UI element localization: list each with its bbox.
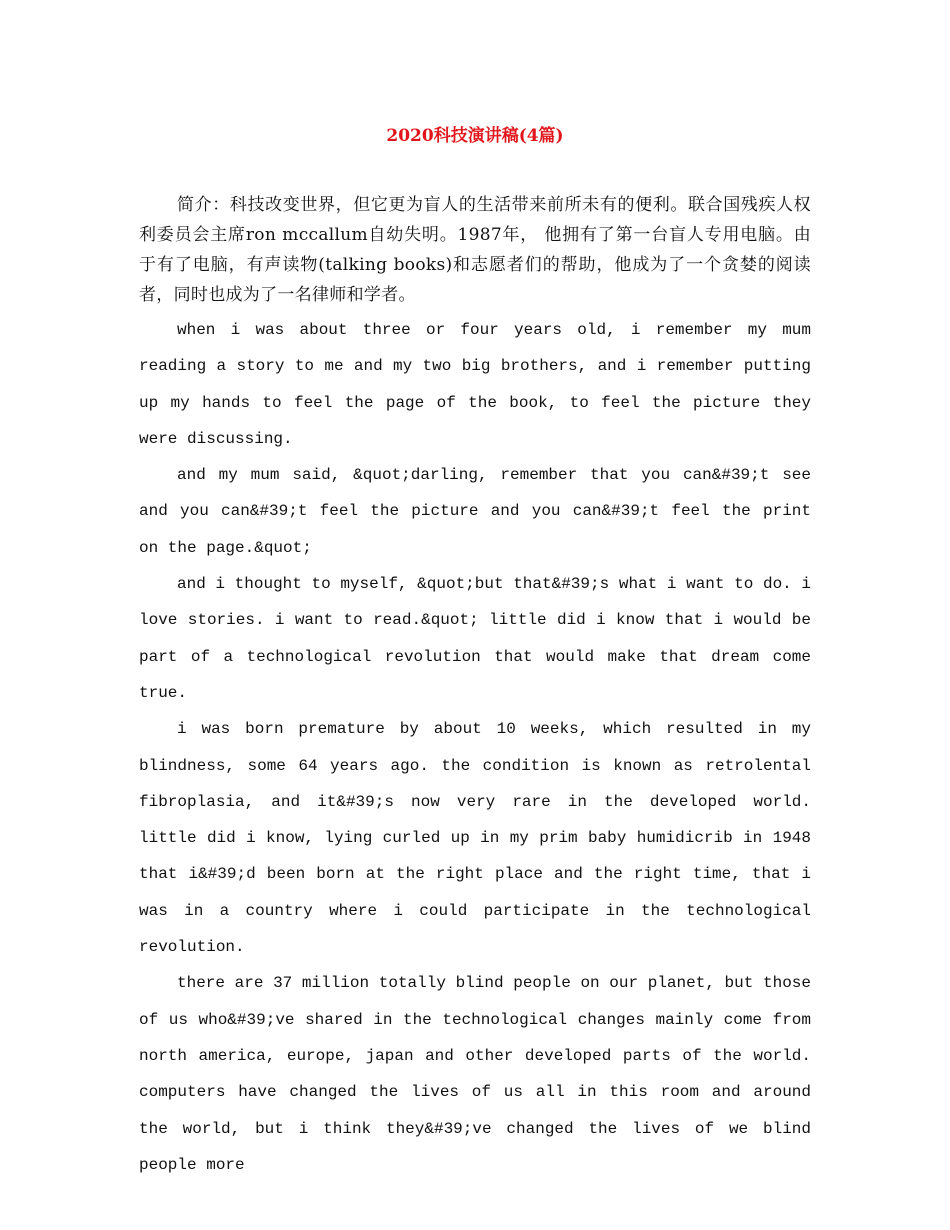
body-paragraph: i was born premature by about 10 weeks, which resulted in my blindness, some 64 years ago. the condition is known as retrolental fibroplasia, and it&#39;s now very rare in the developed world. little did i know, lying curled up in my prim baby humidicrib in 1948 that i&#39;d been born at the right place and the right time, that i was in a country where i could participate in the technological revolution.	[139, 720, 811, 957]
body-paragraph: and i thought to myself, &quot;but that&#39;s what i want to do. i love stories. i want to read.&quot; little did i know that i would be part of a technological revolution that would make that dream come true.	[139, 575, 811, 702]
intro-paragraph: 简介：科技改变世界，但它更为盲人的生活带来前所未有的便利。联合国残疾人权利委员会主席ron mccallum自幼失明。1987年， 他拥有了第一台盲人专用电脑。由于有了电脑，有声读物(talking books)和志愿者们的帮助，他成为了一个贪婪的阅读者，同时也成为了一名律师和学者。	[139, 195, 811, 305]
body-paragraph: there are 37 million totally blind people on our planet, but those of us who&#39;ve shared in the technological changes mainly come from north america, europe, japan and other developed parts of the world. computers have changed the lives of us all in this room and around the world, but i think they&#39;ve changed the lives of we blind people more	[139, 974, 811, 1174]
body-paragraph: when i was about three or four years old, i remember my mum reading a story to me and my two big brothers, and i remember putting up my hands to feel the page of the book, to feel the picture they were discussing.	[139, 321, 811, 448]
document-title: 2020科技演讲稿(4篇)	[386, 126, 564, 146]
body-paragraph: and my mum said, &quot;darling, remember that you can&#39;t see and you can&#39;t feel the picture and you can&#39;t feel the print on the page.&quot;	[139, 466, 811, 557]
document-body	[139, 190, 811, 1183]
